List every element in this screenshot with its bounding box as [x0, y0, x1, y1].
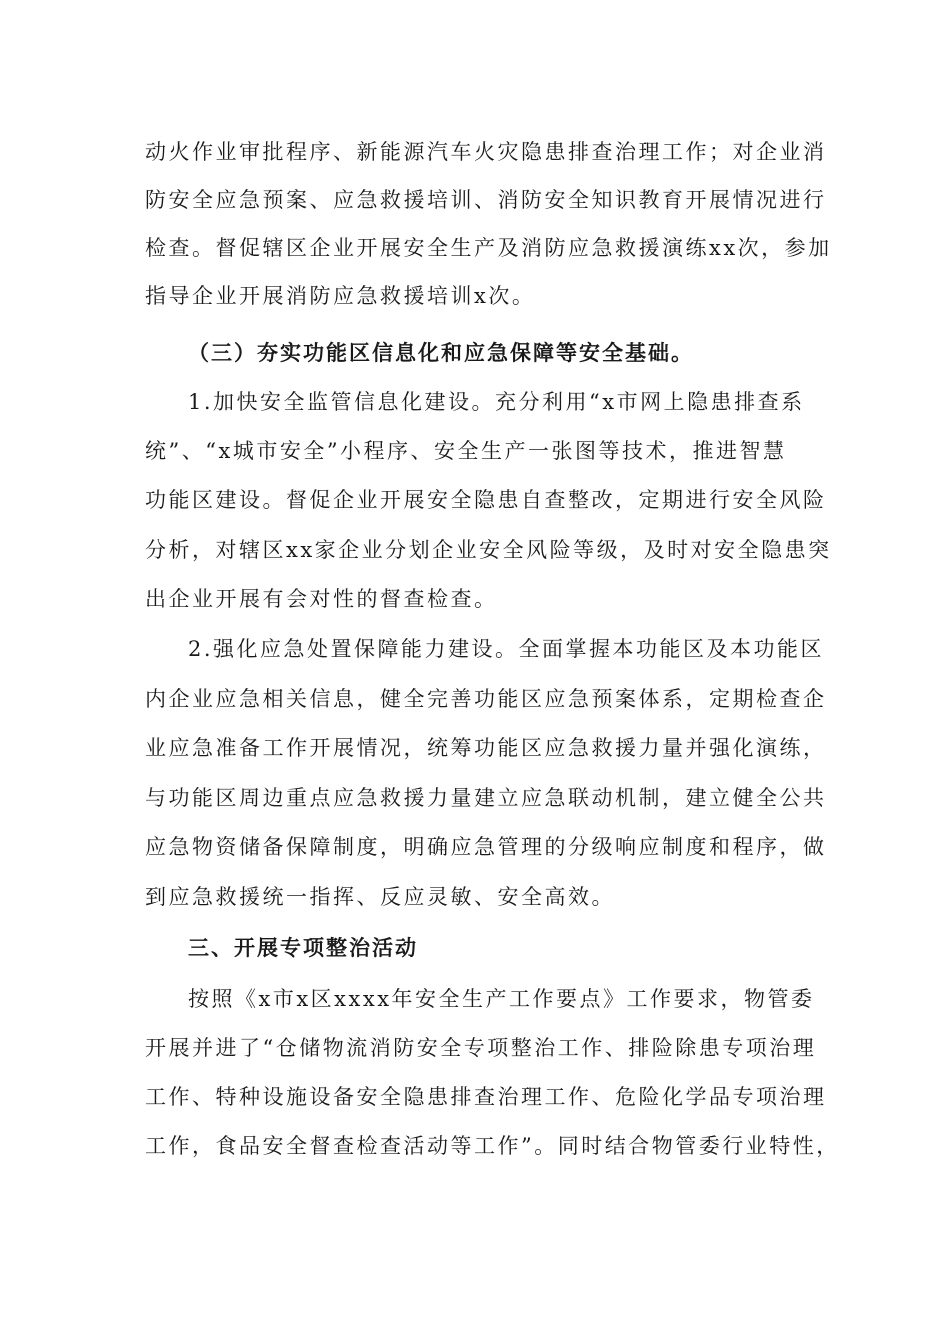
body-text-line: 开展并进了“仓储物流消防安全专项整治工作、排险除患专项治理 — [145, 1036, 817, 1060]
body-text-line: 检查。督促辖区企业开展安全生产及消防应急救援演练xx次，参加 — [145, 236, 832, 260]
body-text-line: 统”、“x城市安全”小程序、安全生产一张图等技术，推进智慧 — [145, 439, 787, 463]
body-text-line: 与功能区周边重点应急救援力量建立应急联动机制，建立健全公共 — [145, 786, 827, 810]
section-heading: （三）夯实功能区信息化和应急保障等安全基础。 — [188, 340, 694, 365]
body-text-line: 工作、特种设施设备安全隐患排查治理工作、危险化学品专项治理 — [145, 1085, 827, 1109]
body-text-line: 分析，对辖区xx家企业分划企业安全风险等级，及时对安全隐患突 — [145, 538, 832, 562]
paragraph-first-line: 1.加快安全监管信息化建设。充分利用“x市网上隐患排查系 — [188, 390, 805, 414]
paragraph-first-line: 2.强化应急处置保障能力建设。全面掌握本功能区及本功能区 — [188, 637, 825, 661]
body-text-line: 功能区建设。督促企业开展安全隐患自查整改，定期进行安全风险 — [145, 488, 827, 512]
body-text-line: 到应急救援统一指挥、反应灵敏、安全高效。 — [145, 885, 615, 909]
body-text-line: 内企业应急相关信息，健全完善功能区应急预案体系，定期检查企 — [145, 687, 827, 711]
body-text-line: 动火作业审批程序、新能源汽车火灾隐患排查治理工作；对企业消 — [145, 140, 827, 164]
section-heading: 三、开展专项整治活动 — [188, 935, 418, 960]
body-text-line: 出企业开展有会对性的督查检查。 — [145, 587, 498, 611]
body-text-line: 防安全应急预案、应急救援培训、消防安全知识教育开展情况进行 — [145, 188, 827, 212]
body-text-line: 工作，食品安全督查检查活动等工作”。同时结合物管委行业特性， — [145, 1134, 840, 1158]
paragraph-first-line: 按照《x市x区xxxx年安全生产工作要点》工作要求，物管委 — [188, 987, 815, 1011]
body-text-line: 应急物资储备保障制度，明确应急管理的分级响应制度和程序，做 — [145, 835, 827, 859]
body-text-line: 指导企业开展消防应急救援培训x次。 — [145, 284, 536, 308]
body-text-line: 业应急准备工作开展情况，统筹功能区应急救援力量并强化演练， — [145, 736, 827, 760]
